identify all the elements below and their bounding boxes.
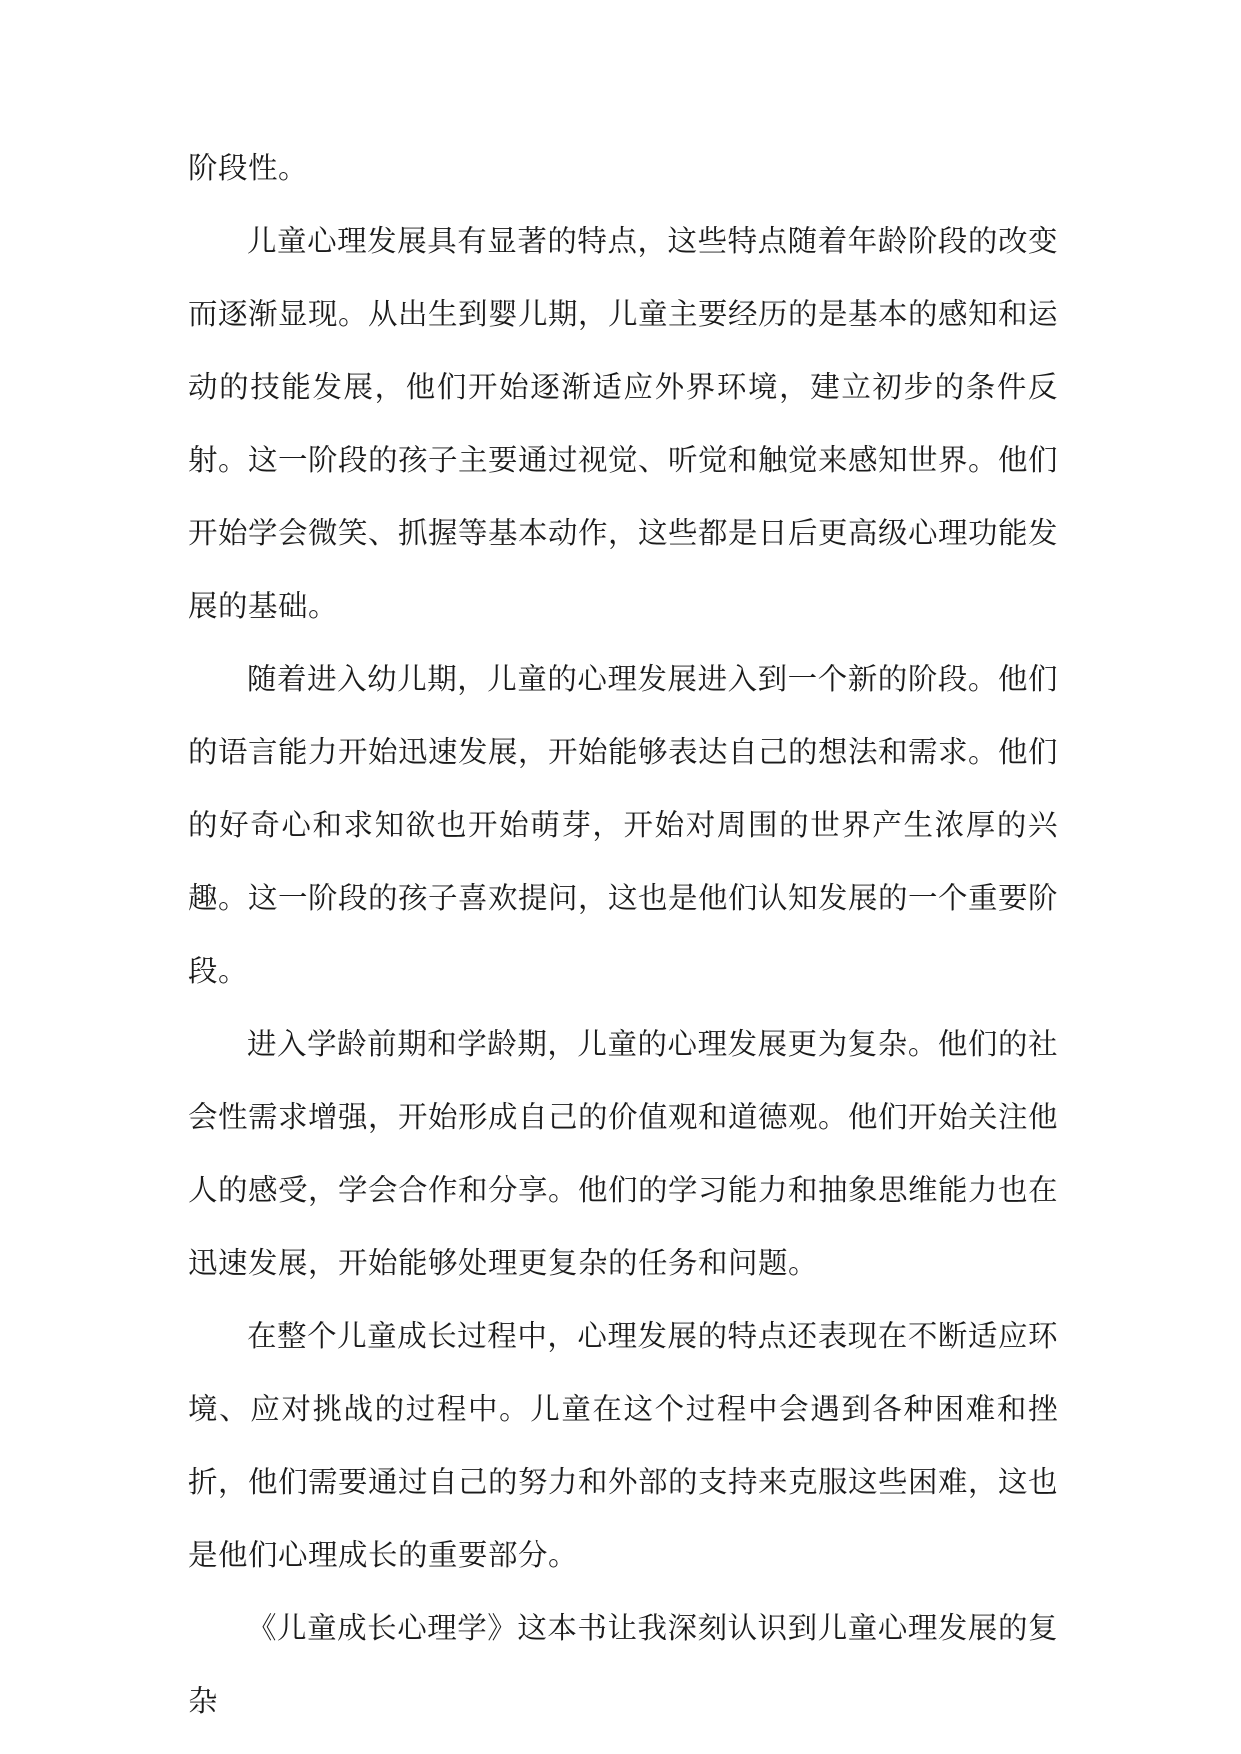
- paragraph: 儿童心理发展具有显著的特点，这些特点随着年龄阶段的改变而逐渐显现。从出生到婴儿期，儿童主要经历的是基本的感知和运动的技能发展，他们开始逐渐适应外界环境，建立初步的条件反射。这一阶段的孩子主要通过视觉、听觉和触觉来感知世界。他们开始学会微笑、抓握等基本动作，这些都是日后更高级心理功能发展的基础。: [188, 224, 1059, 623]
- paragraph: 进入学龄前期和学龄期，儿童的心理发展更为复杂。他们的社会性需求增强，开始形成自己的价值观和道德观。他们开始关注他人的感受，学会合作和分享。他们的学习能力和抽象思维能力也在迅速发展，开始能够处理更复杂的任务和问题。: [188, 1027, 1059, 1280]
- body-text: [188, 132, 1058, 1738]
- paragraph: 随着进入幼儿期，儿童的心理发展进入到一个新的阶段。他们的语言能力开始迅速发展，开始能够表达自己的想法和需求。他们的好奇心和求知欲也开始萌芽，开始对周围的世界产生浓厚的兴趣。这一阶段的孩子喜欢提问，这也是他们认知发展的一个重要阶段。: [188, 662, 1059, 988]
- paragraph: 在整个儿童成长过程中，心理发展的特点还表现在不断适应环境、应对挑战的过程中。儿童在这个过程中会遇到各种困难和挫折，他们需要通过自己的努力和外部的支持来克服这些困难，这也是他们心理成长的重要部分。: [188, 1319, 1059, 1572]
- paragraph-continuation: 阶段性。: [188, 151, 309, 185]
- paragraph: 《儿童成长心理学》这本书让我深刻认识到儿童心理发展的复杂: [188, 1611, 1058, 1718]
